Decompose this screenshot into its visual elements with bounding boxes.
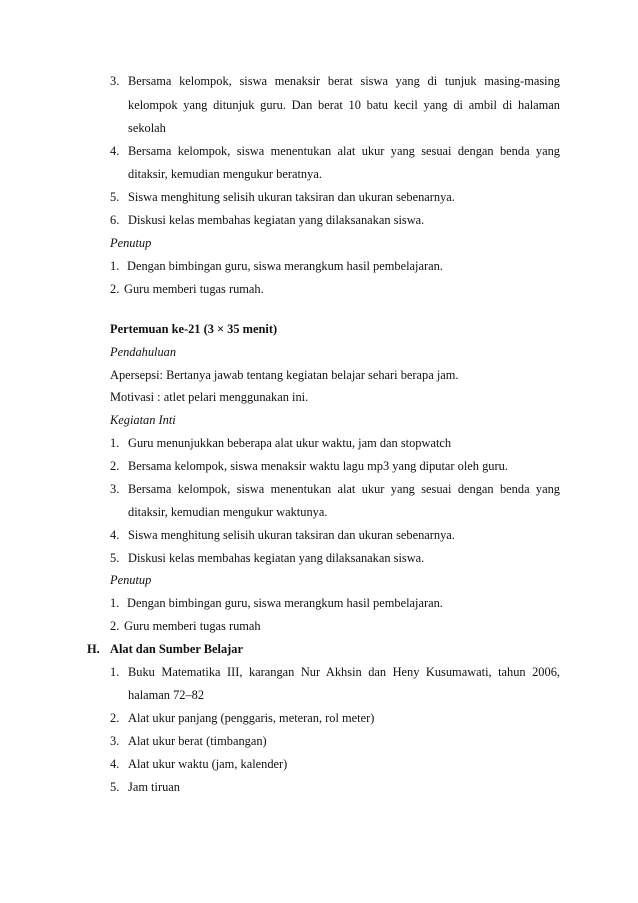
list-number: 6.	[110, 213, 120, 227]
list-number: 1.	[110, 259, 120, 273]
list-item-text: Siswa menghitung selisih ukuran taksiran dan ukuran sebenarnya.	[128, 190, 455, 204]
list-item-text: kelompok yang ditunjuk guru. Dan berat 10 batu kecil yang di ambil di halaman	[128, 98, 560, 112]
section-subheading: Penutup	[110, 236, 152, 250]
list-number: 4.	[110, 528, 120, 542]
list-number: 5.	[110, 551, 120, 565]
section-subheading: Kegiatan Inti	[110, 413, 176, 427]
meeting-title: Pertemuan ke-21 (3 × 35 menit)	[110, 322, 278, 336]
list-number: 2.	[110, 459, 120, 473]
list-item-text: Bersama kelompok, siswa menaksir waktu lagu mp3 yang diputar oleh guru.	[128, 459, 508, 473]
list-item-text: Guru memberi tugas rumah	[124, 619, 261, 633]
list-item-text: Dengan bimbingan guru, siswa merangkum hasil pembelajaran.	[127, 596, 443, 610]
section-subheading: Penutup	[110, 573, 152, 587]
list-number: 3.	[110, 74, 120, 88]
section-letter: H.	[87, 642, 100, 656]
list-item-text: Alat ukur waktu (jam, kalender)	[128, 757, 288, 771]
list-item-text: Bersama kelompok, siswa menentukan alat ukur yang sesuai dengan benda yang	[128, 144, 560, 158]
list-item-text: Alat ukur berat (timbangan)	[128, 734, 267, 748]
list-item-text: Guru memberi tugas rumah.	[124, 282, 264, 296]
list-number: 2.	[110, 711, 120, 725]
section-subheading: Pendahuluan	[110, 345, 177, 359]
list-item-text: Bersama kelompok, siswa menaksir berat siswa yang di tunjuk masing-masing	[128, 74, 560, 88]
list-number: 5.	[110, 780, 120, 794]
list-item-text: halaman 72–82	[128, 688, 205, 702]
list-item-text: ditaksir, kemudian mengukur beratnya.	[128, 167, 322, 181]
list-number: 3.	[110, 482, 120, 496]
list-number: 5.	[110, 190, 120, 204]
list-item-text: Diskusi kelas membahas kegiatan yang dilaksanakan siswa.	[128, 551, 425, 565]
list-number: 4.	[110, 144, 120, 158]
list-item-text: Siswa menghitung selisih ukuran taksiran dan ukuran sebenarnya.	[128, 528, 455, 542]
list-number: 1.	[110, 596, 120, 610]
list-number: 3.	[110, 734, 120, 748]
list-number: 1.	[110, 665, 120, 679]
list-item-text: Alat ukur panjang (penggaris, meteran, rol meter)	[128, 711, 375, 725]
motivasi-text: Motivasi : atlet pelari menggunakan ini.	[110, 390, 309, 404]
list-item-text: ditaksir, kemudian mengukur waktunya.	[128, 505, 328, 519]
list-number: 2.	[110, 282, 120, 296]
list-item-text: Buku Matematika III, karangan Nur Akhsin dan Heny Kusumawati, tahun 2006,	[128, 665, 560, 679]
list-number: 2.	[110, 619, 120, 633]
list-item-text: Dengan bimbingan guru, siswa merangkum hasil pembelajaran.	[127, 259, 443, 273]
list-number: 1.	[110, 436, 120, 450]
list-item-text: Guru menunjukkan beberapa alat ukur waktu, jam dan stopwatch	[128, 436, 452, 450]
list-item-text: Jam tiruan	[128, 780, 180, 794]
list-number: 4.	[110, 757, 120, 771]
apersepsi-text: Apersepsi: Bertanya jawab tentang kegiatan belajar sehari berapa jam.	[110, 368, 459, 382]
list-item-text: Bersama kelompok, siswa menentukan alat ukur yang sesuai dengan benda yang	[128, 482, 560, 496]
section-title: Alat dan Sumber Belajar	[110, 642, 243, 656]
list-item-text: Diskusi kelas membahas kegiatan yang dilaksanakan siswa.	[128, 213, 425, 227]
list-item-text: sekolah	[128, 121, 166, 135]
